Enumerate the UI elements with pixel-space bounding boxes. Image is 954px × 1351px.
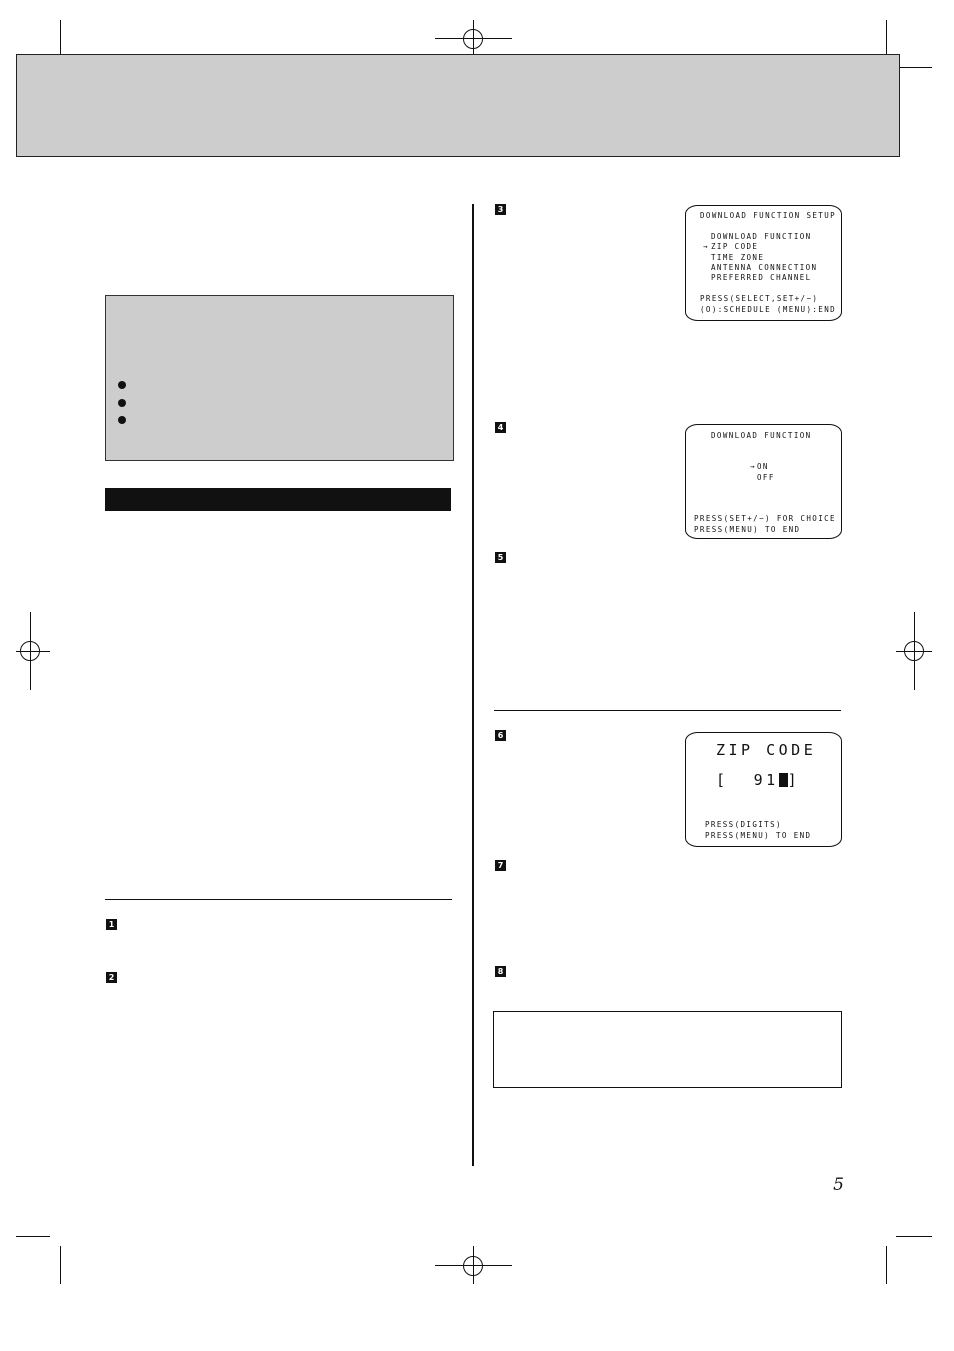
osd-footer: PRESS(DIGITS) [705, 820, 782, 829]
step-3-marker: 3 [495, 204, 506, 215]
osd-option-on: ON [757, 462, 769, 471]
osd-footer: PRESS(MENU) TO END [705, 831, 812, 840]
note-box [493, 1011, 842, 1088]
osd-title: ZIP CODE [716, 741, 817, 759]
osd-footer: PRESS(SET+/−) FOR CHOICE [694, 514, 836, 523]
registration-mark-line [16, 651, 50, 652]
crop-mark [60, 20, 61, 58]
registration-mark-line [473, 20, 474, 58]
osd-menu-item: ZIP CODE [711, 242, 759, 251]
osd-title: DOWNLOAD FUNCTION SETUP [700, 211, 837, 220]
step-2-marker: 2 [106, 972, 117, 983]
step-5-marker: 5 [495, 552, 506, 563]
crop-mark [886, 20, 887, 58]
registration-mark-line [914, 612, 915, 690]
osd-bracket: ] [787, 771, 801, 789]
osd-menu-item: TIME ZONE [711, 253, 765, 262]
osd-menu-item: ANTENNA CONNECTION [711, 263, 818, 272]
column-divider [472, 204, 474, 1166]
crop-mark [896, 67, 932, 68]
osd-menu-item: DOWNLOAD FUNCTION [711, 232, 812, 241]
osd-cursor-arrow-icon: → [703, 242, 709, 251]
registration-mark-line [473, 1246, 474, 1284]
crop-mark [16, 1236, 50, 1237]
step-8-marker: 8 [495, 966, 506, 977]
page-number: 5 [833, 1175, 844, 1195]
step-7-marker: 7 [495, 860, 506, 871]
osd-entry-cursor-icon [779, 773, 788, 787]
osd-screen-download-function [685, 424, 842, 539]
bullet-icon [118, 399, 126, 407]
crop-mark [886, 1246, 887, 1284]
osd-footer: PRESS(MENU) TO END [694, 525, 801, 534]
section-divider [105, 899, 452, 900]
osd-zip-entry [716, 771, 800, 789]
crop-mark [60, 1246, 61, 1284]
osd-footer: (O):SCHEDULE (MENU):END [700, 305, 837, 314]
step-4-marker: 4 [495, 422, 506, 433]
section-divider [494, 710, 841, 711]
header-band [16, 54, 900, 157]
registration-mark-line [30, 612, 31, 690]
crop-mark [896, 1236, 932, 1237]
section-heading-bar [105, 488, 451, 511]
osd-zip-value: [ 91 [716, 771, 779, 789]
osd-option-off: OFF [757, 473, 775, 482]
step-6-marker: 6 [495, 730, 506, 741]
osd-screen-setup [685, 205, 842, 321]
osd-screen-zip-code [685, 732, 842, 847]
bullet-icon [118, 381, 126, 389]
osd-footer: PRESS(SELECT,SET+/−) [700, 294, 819, 303]
note-panel [105, 295, 454, 461]
bullet-icon [118, 416, 126, 424]
step-1-marker: 1 [106, 919, 117, 930]
osd-menu-item: PREFERRED CHANNEL [711, 273, 812, 282]
osd-title: DOWNLOAD FUNCTION [711, 431, 812, 440]
osd-cursor-arrow-icon: → [750, 462, 756, 471]
